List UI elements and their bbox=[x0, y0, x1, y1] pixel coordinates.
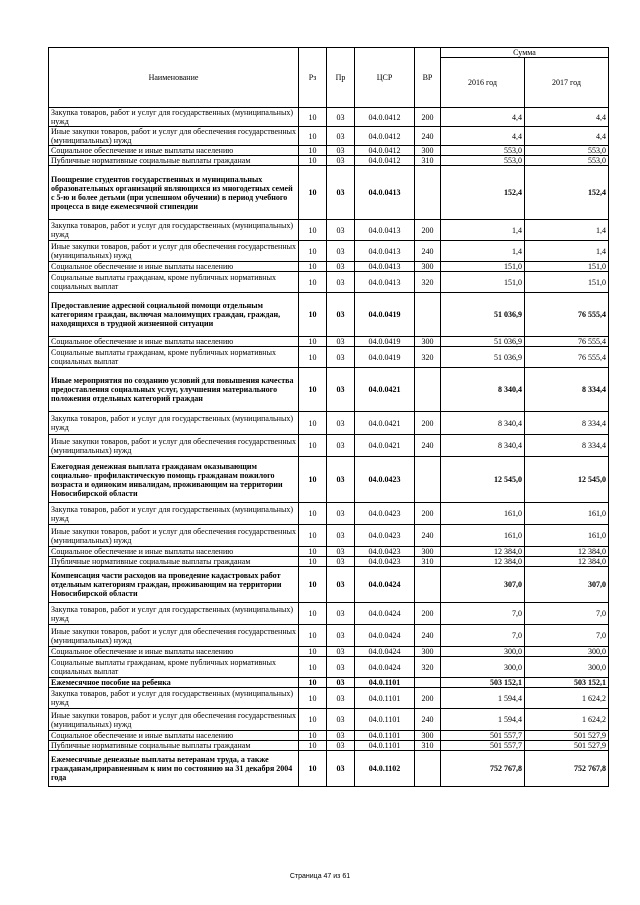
cell-pr: 03 bbox=[327, 241, 355, 262]
cell-csr: 04.0.0413 bbox=[355, 272, 415, 293]
cell-name: Иные закупки товаров, работ и услуг для обеспечения государственных (муниципальных) нужд bbox=[49, 241, 299, 262]
cell-vr: 320 bbox=[415, 347, 441, 368]
cell-rz: 10 bbox=[299, 547, 327, 557]
cell-name: Социальное обеспечение и иные выплаты населению bbox=[49, 262, 299, 272]
cell-2016: 300,0 bbox=[441, 647, 525, 657]
cell-csr: 04.0.0413 bbox=[355, 220, 415, 241]
cell-vr: 200 bbox=[415, 503, 441, 525]
cell-csr: 04.0.0423 bbox=[355, 557, 415, 567]
cell-rz: 10 bbox=[299, 108, 327, 127]
cell-2017: 8 334,4 bbox=[525, 412, 609, 435]
cell-csr: 04.0.0412 bbox=[355, 127, 415, 146]
cell-name: Поощрение студентов государственных и муниципальных образовательных организаций являющихся из многодетных семей с 5-ю и более детьми (при успешном обучении) в период учебного процесса в виде ежемесячной стипендии bbox=[49, 166, 299, 220]
cell-2017: 8 334,4 bbox=[525, 435, 609, 457]
cell-csr: 04.0.0424 bbox=[355, 647, 415, 657]
cell-2017: 501 527,9 bbox=[525, 741, 609, 751]
cell-rz: 10 bbox=[299, 741, 327, 751]
cell-pr: 03 bbox=[327, 262, 355, 272]
cell-vr: 240 bbox=[415, 241, 441, 262]
cell-rz: 10 bbox=[299, 678, 327, 688]
cell-2017: 1,4 bbox=[525, 220, 609, 241]
cell-name: Социальные выплаты гражданам, кроме публичных нормативных социальных выплат bbox=[49, 657, 299, 678]
cell-vr bbox=[415, 368, 441, 412]
cell-name: Иные закупки товаров, работ и услуг для обеспечения государственных (муниципальных) нужд bbox=[49, 709, 299, 731]
cell-2017: 752 767,8 bbox=[525, 751, 609, 787]
cell-vr: 300 bbox=[415, 731, 441, 741]
table-row bbox=[49, 272, 609, 293]
cell-pr: 03 bbox=[327, 337, 355, 347]
table-row bbox=[49, 262, 609, 272]
cell-vr bbox=[415, 166, 441, 220]
cell-csr: 04.0.0423 bbox=[355, 547, 415, 557]
cell-csr: 04.0.0413 bbox=[355, 262, 415, 272]
cell-name: Компенсация части расходов на проведение кадастровых работ отдельным категориям граждан, проживающим на территории Новосибирской области bbox=[49, 567, 299, 603]
cell-name: Социальное обеспечение и иные выплаты населению bbox=[49, 647, 299, 657]
cell-2017: 307,0 bbox=[525, 567, 609, 603]
cell-2016: 503 152,1 bbox=[441, 678, 525, 688]
cell-vr bbox=[415, 457, 441, 503]
cell-2016: 553,0 bbox=[441, 146, 525, 156]
cell-name: Ежемесячное пособие на ребенка bbox=[49, 678, 299, 688]
table-row bbox=[49, 567, 609, 603]
table-row bbox=[49, 108, 609, 127]
cell-rz: 10 bbox=[299, 146, 327, 156]
table-row bbox=[49, 146, 609, 156]
cell-vr: 300 bbox=[415, 262, 441, 272]
table-row bbox=[49, 525, 609, 547]
cell-2017: 553,0 bbox=[525, 146, 609, 156]
cell-2017: 7,0 bbox=[525, 603, 609, 625]
table-row bbox=[49, 709, 609, 731]
table-row bbox=[49, 220, 609, 241]
cell-2017: 7,0 bbox=[525, 625, 609, 647]
header-vr: ВР bbox=[415, 48, 441, 108]
cell-pr: 03 bbox=[327, 709, 355, 731]
cell-pr: 03 bbox=[327, 741, 355, 751]
cell-2016: 8 340,4 bbox=[441, 435, 525, 457]
cell-name: Закупка товаров, работ и услуг для государственных (муниципальных) нужд bbox=[49, 220, 299, 241]
cell-vr: 240 bbox=[415, 127, 441, 146]
cell-pr: 03 bbox=[327, 293, 355, 337]
table-row bbox=[49, 156, 609, 166]
table-row bbox=[49, 688, 609, 709]
cell-rz: 10 bbox=[299, 337, 327, 347]
cell-2017: 161,0 bbox=[525, 503, 609, 525]
table-row bbox=[49, 435, 609, 457]
cell-2017: 161,0 bbox=[525, 525, 609, 547]
cell-pr: 03 bbox=[327, 412, 355, 435]
cell-2017: 151,0 bbox=[525, 272, 609, 293]
table-row bbox=[49, 557, 609, 567]
table-row bbox=[49, 347, 609, 368]
cell-csr: 04.0.0419 bbox=[355, 293, 415, 337]
header-sum: Сумма bbox=[441, 48, 609, 58]
cell-vr: 300 bbox=[415, 337, 441, 347]
cell-2017: 76 555,4 bbox=[525, 337, 609, 347]
cell-2017: 76 555,4 bbox=[525, 347, 609, 368]
cell-vr: 300 bbox=[415, 547, 441, 557]
cell-2016: 4,4 bbox=[441, 108, 525, 127]
cell-pr: 03 bbox=[327, 731, 355, 741]
cell-rz: 10 bbox=[299, 567, 327, 603]
table-row bbox=[49, 547, 609, 557]
cell-pr: 03 bbox=[327, 166, 355, 220]
cell-vr: 200 bbox=[415, 603, 441, 625]
cell-2017: 4,4 bbox=[525, 108, 609, 127]
cell-2017: 152,4 bbox=[525, 166, 609, 220]
cell-csr: 04.0.0412 bbox=[355, 108, 415, 127]
table-row bbox=[49, 503, 609, 525]
cell-2016: 51 036,9 bbox=[441, 347, 525, 368]
cell-name: Публичные нормативные социальные выплаты гражданам bbox=[49, 156, 299, 166]
cell-pr: 03 bbox=[327, 220, 355, 241]
cell-csr: 04.0.0423 bbox=[355, 525, 415, 547]
cell-csr: 04.0.0413 bbox=[355, 241, 415, 262]
cell-rz: 10 bbox=[299, 457, 327, 503]
cell-pr: 03 bbox=[327, 108, 355, 127]
cell-2017: 12 545,0 bbox=[525, 457, 609, 503]
table-row bbox=[49, 412, 609, 435]
table-row bbox=[49, 657, 609, 678]
cell-2017: 300,0 bbox=[525, 647, 609, 657]
cell-vr bbox=[415, 567, 441, 603]
cell-pr: 03 bbox=[327, 657, 355, 678]
cell-vr: 200 bbox=[415, 688, 441, 709]
cell-name: Ежемесячные денежные выплаты ветеранам труда, а также гражданам,приравненным к ним по состоянию на 31 декабря 2004 года bbox=[49, 751, 299, 787]
cell-csr: 04.0.0421 bbox=[355, 435, 415, 457]
cell-rz: 10 bbox=[299, 368, 327, 412]
cell-2017: 12 384,0 bbox=[525, 557, 609, 567]
cell-pr: 03 bbox=[327, 457, 355, 503]
cell-pr: 03 bbox=[327, 272, 355, 293]
page-number: Страница 47 из 61 bbox=[289, 873, 351, 880]
cell-2016: 501 557,7 bbox=[441, 741, 525, 751]
cell-2016: 553,0 bbox=[441, 156, 525, 166]
cell-csr: 04.0.0413 bbox=[355, 166, 415, 220]
cell-csr: 04.0.0423 bbox=[355, 503, 415, 525]
cell-name: Социальное обеспечение и иные выплаты населению bbox=[49, 731, 299, 741]
cell-2017: 4,4 bbox=[525, 127, 609, 146]
cell-rz: 10 bbox=[299, 557, 327, 567]
cell-vr: 200 bbox=[415, 412, 441, 435]
cell-2016: 752 767,8 bbox=[441, 751, 525, 787]
cell-2017: 1 624,2 bbox=[525, 688, 609, 709]
cell-2017: 503 152,1 bbox=[525, 678, 609, 688]
cell-2016: 8 340,4 bbox=[441, 412, 525, 435]
cell-name: Социальное обеспечение и иные выплаты населению bbox=[49, 146, 299, 156]
cell-name: Публичные нормативные социальные выплаты гражданам bbox=[49, 741, 299, 751]
cell-vr: 240 bbox=[415, 625, 441, 647]
cell-csr: 04.0.1101 bbox=[355, 741, 415, 751]
cell-csr: 04.0.0421 bbox=[355, 368, 415, 412]
cell-vr bbox=[415, 293, 441, 337]
cell-2016: 501 557,7 bbox=[441, 731, 525, 741]
cell-2016: 1 594,4 bbox=[441, 688, 525, 709]
cell-name: Закупка товаров, работ и услуг для государственных (муниципальных) нужд bbox=[49, 412, 299, 435]
table-row bbox=[49, 741, 609, 751]
cell-2017: 12 384,0 bbox=[525, 547, 609, 557]
cell-vr: 310 bbox=[415, 741, 441, 751]
cell-name: Закупка товаров, работ и услуг для государственных (муниципальных) нужд bbox=[49, 503, 299, 525]
cell-name: Публичные нормативные социальные выплаты гражданам bbox=[49, 557, 299, 567]
cell-rz: 10 bbox=[299, 127, 327, 146]
cell-pr: 03 bbox=[327, 547, 355, 557]
table-row bbox=[49, 293, 609, 337]
table-row bbox=[49, 603, 609, 625]
header-pr: Пр bbox=[327, 48, 355, 108]
cell-pr: 03 bbox=[327, 647, 355, 657]
cell-vr: 240 bbox=[415, 709, 441, 731]
cell-rz: 10 bbox=[299, 731, 327, 741]
cell-pr: 03 bbox=[327, 156, 355, 166]
cell-2016: 161,0 bbox=[441, 503, 525, 525]
cell-csr: 04.0.0419 bbox=[355, 347, 415, 368]
cell-csr: 04.0.1101 bbox=[355, 731, 415, 741]
cell-2017: 553,0 bbox=[525, 156, 609, 166]
cell-2017: 8 334,4 bbox=[525, 368, 609, 412]
cell-pr: 03 bbox=[327, 503, 355, 525]
cell-2017: 1 624,2 bbox=[525, 709, 609, 731]
cell-vr: 300 bbox=[415, 647, 441, 657]
cell-name: Закупка товаров, работ и услуг для государственных (муниципальных) нужд bbox=[49, 108, 299, 127]
cell-2016: 1,4 bbox=[441, 241, 525, 262]
cell-2016: 12 384,0 bbox=[441, 557, 525, 567]
table-row bbox=[49, 625, 609, 647]
cell-rz: 10 bbox=[299, 625, 327, 647]
cell-pr: 03 bbox=[327, 347, 355, 368]
cell-pr: 03 bbox=[327, 751, 355, 787]
cell-name: Социальные выплаты гражданам, кроме публичных нормативных социальных выплат bbox=[49, 272, 299, 293]
cell-2016: 1 594,4 bbox=[441, 709, 525, 731]
cell-vr: 310 bbox=[415, 156, 441, 166]
cell-csr: 04.0.0424 bbox=[355, 567, 415, 603]
header-year-2016: 2016 год bbox=[441, 58, 525, 108]
table-row bbox=[49, 241, 609, 262]
cell-2017: 501 527,9 bbox=[525, 731, 609, 741]
cell-name: Закупка товаров, работ и услуг для государственных (муниципальных) нужд bbox=[49, 603, 299, 625]
cell-name: Иные мероприятия по созданию условий для повышения качества предоставления социальных услуг, улучшения материального положения отдельных категорий граждан bbox=[49, 368, 299, 412]
cell-name: Иные закупки товаров, работ и услуг для обеспечения государственных (муниципальных) нужд bbox=[49, 525, 299, 547]
cell-name: Социальное обеспечение и иные выплаты населению bbox=[49, 547, 299, 557]
table-row bbox=[49, 368, 609, 412]
cell-pr: 03 bbox=[327, 567, 355, 603]
cell-pr: 03 bbox=[327, 525, 355, 547]
cell-vr: 320 bbox=[415, 272, 441, 293]
cell-2016: 152,4 bbox=[441, 166, 525, 220]
cell-2016: 7,0 bbox=[441, 603, 525, 625]
cell-rz: 10 bbox=[299, 293, 327, 337]
cell-pr: 03 bbox=[327, 603, 355, 625]
header-rz: Рз bbox=[299, 48, 327, 108]
cell-2016: 151,0 bbox=[441, 262, 525, 272]
cell-csr: 04.0.0412 bbox=[355, 156, 415, 166]
cell-csr: 04.0.0423 bbox=[355, 457, 415, 503]
cell-csr: 04.0.0424 bbox=[355, 603, 415, 625]
cell-csr: 04.0.0412 bbox=[355, 146, 415, 156]
cell-vr: 320 bbox=[415, 657, 441, 678]
cell-rz: 10 bbox=[299, 657, 327, 678]
table-row bbox=[49, 127, 609, 146]
cell-csr: 04.0.0424 bbox=[355, 625, 415, 647]
cell-name: Иные закупки товаров, работ и услуг для обеспечения государственных (муниципальных) нужд bbox=[49, 127, 299, 146]
cell-pr: 03 bbox=[327, 678, 355, 688]
cell-csr: 04.0.1101 bbox=[355, 678, 415, 688]
cell-rz: 10 bbox=[299, 241, 327, 262]
cell-csr: 04.0.0419 bbox=[355, 337, 415, 347]
cell-rz: 10 bbox=[299, 503, 327, 525]
cell-csr: 04.0.1101 bbox=[355, 709, 415, 731]
header-csr: ЦСР bbox=[355, 48, 415, 108]
cell-vr: 240 bbox=[415, 435, 441, 457]
cell-rz: 10 bbox=[299, 709, 327, 731]
cell-rz: 10 bbox=[299, 272, 327, 293]
cell-rz: 10 bbox=[299, 156, 327, 166]
cell-pr: 03 bbox=[327, 557, 355, 567]
header-year-2017: 2017 год bbox=[525, 58, 609, 108]
cell-2016: 161,0 bbox=[441, 525, 525, 547]
cell-2016: 12 384,0 bbox=[441, 547, 525, 557]
table-row bbox=[49, 731, 609, 741]
cell-csr: 04.0.1101 bbox=[355, 688, 415, 709]
cell-rz: 10 bbox=[299, 603, 327, 625]
cell-pr: 03 bbox=[327, 688, 355, 709]
cell-rz: 10 bbox=[299, 525, 327, 547]
cell-name: Предоставление адресной социальной помощи отдельным категориям граждан, включая малоимущих граждан, граждан, находящихся в трудной жизненной ситуации bbox=[49, 293, 299, 337]
cell-name: Иные закупки товаров, работ и услуг для обеспечения государственных (муниципальных) нужд bbox=[49, 435, 299, 457]
cell-vr bbox=[415, 751, 441, 787]
budget-table bbox=[48, 47, 609, 787]
cell-rz: 10 bbox=[299, 220, 327, 241]
cell-rz: 10 bbox=[299, 688, 327, 709]
cell-csr: 04.0.0421 bbox=[355, 412, 415, 435]
cell-vr: 300 bbox=[415, 146, 441, 156]
cell-name: Закупка товаров, работ и услуг для государственных (муниципальных) нужд bbox=[49, 688, 299, 709]
cell-name: Социальное обеспечение и иные выплаты населению bbox=[49, 337, 299, 347]
cell-name: Ежегодная денежная выплата гражданам оказывающим социально- профилактическую помощь гражданам пожилого возраста и одиноким инвалидам, проживающим на территории Новосибирской области bbox=[49, 457, 299, 503]
cell-2016: 7,0 bbox=[441, 625, 525, 647]
table-row bbox=[49, 166, 609, 220]
table-row bbox=[49, 647, 609, 657]
table-row bbox=[49, 751, 609, 787]
cell-vr: 200 bbox=[415, 220, 441, 241]
cell-2016: 8 340,4 bbox=[441, 368, 525, 412]
cell-name: Социальные выплаты гражданам, кроме публичных нормативных социальных выплат bbox=[49, 347, 299, 368]
cell-2016: 51 036,9 bbox=[441, 293, 525, 337]
cell-csr: 04.0.1102 bbox=[355, 751, 415, 787]
cell-rz: 10 bbox=[299, 751, 327, 787]
cell-vr bbox=[415, 678, 441, 688]
cell-2017: 300,0 bbox=[525, 657, 609, 678]
cell-vr: 240 bbox=[415, 525, 441, 547]
cell-2016: 151,0 bbox=[441, 272, 525, 293]
cell-pr: 03 bbox=[327, 368, 355, 412]
cell-2016: 4,4 bbox=[441, 127, 525, 146]
cell-csr: 04.0.0424 bbox=[355, 657, 415, 678]
cell-2017: 76 555,4 bbox=[525, 293, 609, 337]
cell-rz: 10 bbox=[299, 647, 327, 657]
table-row bbox=[49, 457, 609, 503]
cell-2017: 151,0 bbox=[525, 262, 609, 272]
cell-rz: 10 bbox=[299, 166, 327, 220]
table-row bbox=[49, 337, 609, 347]
header-name: Наименование bbox=[49, 48, 299, 108]
table-row bbox=[49, 678, 609, 688]
cell-rz: 10 bbox=[299, 262, 327, 272]
cell-pr: 03 bbox=[327, 127, 355, 146]
cell-vr: 200 bbox=[415, 108, 441, 127]
table-body bbox=[49, 108, 609, 787]
cell-2016: 1,4 bbox=[441, 220, 525, 241]
cell-2016: 300,0 bbox=[441, 657, 525, 678]
cell-2017: 1,4 bbox=[525, 241, 609, 262]
cell-2016: 51 036,9 bbox=[441, 337, 525, 347]
cell-name: Иные закупки товаров, работ и услуг для обеспечения государственных (муниципальных) нужд bbox=[49, 625, 299, 647]
cell-pr: 03 bbox=[327, 146, 355, 156]
cell-2016: 307,0 bbox=[441, 567, 525, 603]
cell-pr: 03 bbox=[327, 625, 355, 647]
cell-2016: 12 545,0 bbox=[441, 457, 525, 503]
cell-pr: 03 bbox=[327, 435, 355, 457]
cell-rz: 10 bbox=[299, 347, 327, 368]
cell-rz: 10 bbox=[299, 435, 327, 457]
cell-vr: 310 bbox=[415, 557, 441, 567]
cell-rz: 10 bbox=[299, 412, 327, 435]
